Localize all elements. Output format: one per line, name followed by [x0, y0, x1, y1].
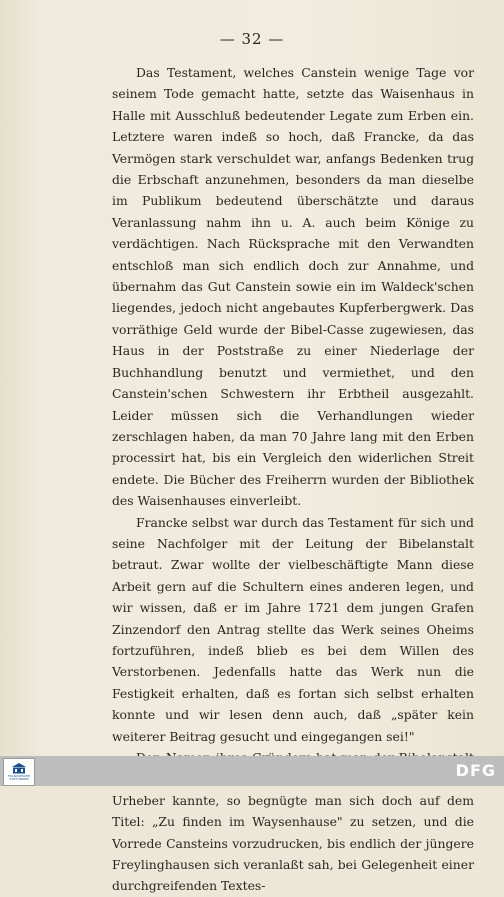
institution-logo[interactable]	[3, 758, 35, 786]
paragraph: Francke selbst war durch das Testament für sich und seine Nachfolger mit der Leitung der Bibelanstalt betraut. Zwar wollte der vielbeschäftigte Mann diese Arbeit gern auf die Schultern eines anderen legen, und wir wissen, daß er im Jahre 1721 dem jungen Grafen Zinzendorf den Antrag stellte das Werk seines Oheims fortzuführen, indeß blieb es bei dem Willen des Verstorbenen. Jedenfalls hatte das Werk nun die Festigkeit erhalten, daß es fortan sich selbst erhalten konnte und wir lesen denn auch, daß „später kein weiterer Beitrag gesucht und eingegangen sei!"	[112, 514, 474, 744]
paragraph: Das Testament, welches Canstein wenige Tage vor seinem Tode gemacht hatte, setzte das Waisenhaus in Halle mit Ausschluß bedeutender Legate zum Erben ein. Letztere waren indeß so hoch, daß Francke, da das Vermögen stark verschuldet war, anfangs Bedenken trug die Erbschaft anzunehmen, besonders da man dieselbe im Publikum bedeutend überschätzte und daraus Veranlassung nahm ihn u. A. auch beim Könige zu verdächtigen. Nach Rücksprache mit den Verwandten entschloß man sich endlich doch zur Annahme, und übernahm das Gut Canstein sowie ein im Waldeck'schen liegendes, jedoch nicht angebautes Kupferbergwerk. Das vorräthige Geld wurde der Bibel-Casse zugewiesen, das Haus in der Poststraße zu einer Niederlage der Buchhandlung benutzt und vermiethet, und den Canstein'schen Schwestern ihr Erbtheil ausgezahlt. Leider müssen sich die Verhandlungen wieder zerschlagen haben, da man 70 Jahre lang mit den Erben processirt hat, bis ein Vergleich den widerlichen Streit endete. Die Bücher des Freiherrn wurden der Bibliothek des Waisenhauses einverleibt.	[112, 65, 474, 509]
page-number: — 32 —	[219, 30, 285, 48]
funder-logo[interactable]: DFG	[455, 761, 496, 780]
logo-text-line: STIFTUNGEN	[9, 777, 29, 781]
building-icon	[12, 763, 26, 775]
paragraph: Urheber kannte, so begnügte man sich doch auf dem Titel: „Zu finden im Waysenhause" zu setzen, und die Vorrede Cansteins vorzudrucken, bis endlich der jüngere Freylinghausen sich veranlaßt sah, bei Gelegenheit einer durchgreifenden Textes-	[112, 792, 474, 894]
logo-text-line: FRANCKESCHE	[7, 773, 31, 778]
viewer-footer-bar	[0, 756, 504, 786]
